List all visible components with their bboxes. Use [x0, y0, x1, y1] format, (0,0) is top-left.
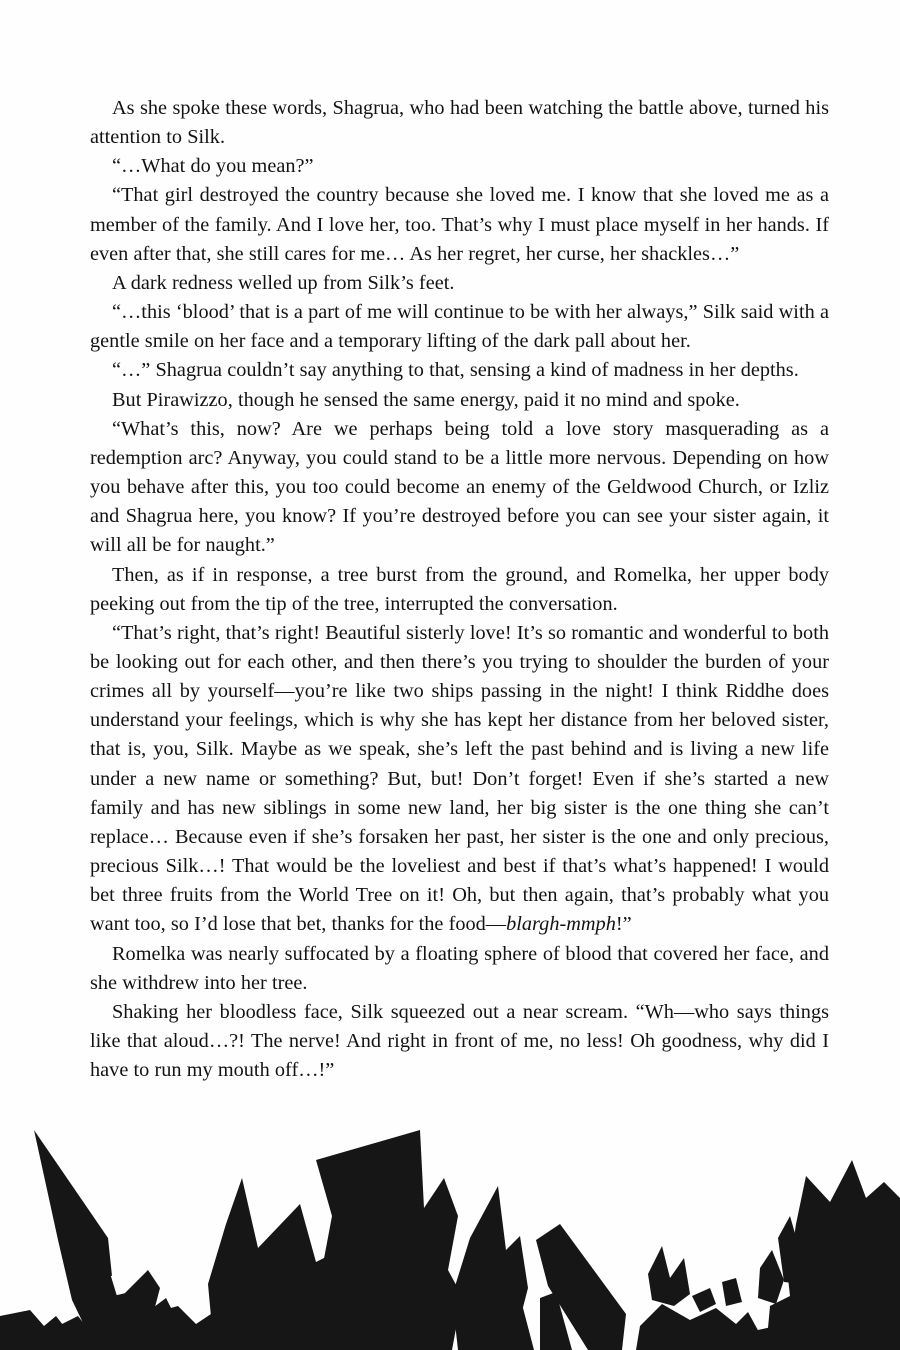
paragraph-10	[90, 619, 829, 940]
paragraph-7: But Pirawizzo, though he sensed the same energy, paid it no mind and spoke.	[112, 388, 740, 411]
paragraph-3: “That girl destroyed the country because she loved me. I know that she loved me as a member of the family. And I love her, too. That’s why I must place myself in her hands. If even after that, she still cares for me… As her regret, her curse, her shackles…”	[90, 184, 829, 265]
paragraph-10-text: “That’s right, that’s right! Beautiful sisterly love! It’s so romantic and wonderful to both be looking out for each other, and then there’s you trying to shoulder the burden of your crimes all by yourself—you’re like two ships passing in the night! I think Riddhe does understand your feelings, which is why she has kept her distance from her beloved sister, that is, you, Silk. Maybe as we speak, she’s left the past behind and is living a new life under a new name or something? But, but! Don’t forget! Even if she’s started a new family and has new siblings in some new land, her big sister is the one thing she can’t replace… Because even if she’s forsaken her past, her sister is the one and only precious, precious Silk…! That would be the loveliest and best if that’s what’s happened! I would bet three fruits from the World Tree on it! Oh, but then again, that’s probably what you want too, so I’d lose that bet, thanks for the food—	[90, 621, 829, 936]
paragraph-11: Romelka was nearly suffocated by a floating sphere of blood that covered her face, and she withdrew into her tree.	[90, 942, 829, 994]
paragraph-10-text-after: !”	[615, 913, 632, 936]
bottom-illustration	[0, 1120, 900, 1350]
paragraph-4: A dark redness welled up from Silk’s feet.	[112, 271, 455, 294]
paragraph-8: “What’s this, now? Are we perhaps being told a love story masquerading as a redemption arc? Anyway, you could stand to be a little more nervous. Depending on how you behave after this, you too could become an enemy of the Geldwood Church, or Izliz and Shagrua here, you know? If you’re destroyed before you can see your sister again, it will all be for naught.”	[90, 417, 829, 557]
paragraph-6: “…” Shagrua couldn’t say anything to that, sensing a kind of madness in her depths.	[112, 359, 799, 382]
paragraph-5: “…this ‘blood’ that is a part of me will continue to be with her always,” Silk said with a gentle smile on her face and a temporary lifting of the dark pall about her.	[90, 301, 829, 353]
paragraph-10-italic: blargh-mmph	[506, 913, 616, 936]
body-text-column	[90, 94, 829, 1085]
paragraph-9: Then, as if in response, a tree burst from the ground, and Romelka, her upper body peeking out from the tip of the tree, interrupted the conversation.	[90, 563, 829, 615]
paragraph-12: Shaking her bloodless face, Silk squeezed out a near scream. “Wh—who says things like that aloud…?! The nerve! And right in front of me, no less! Oh goodness, why did I have to run my mouth off…!”	[90, 1000, 829, 1082]
paragraph-1: As she spoke these words, Shagrua, who had been watching the battle above, turned his attention to Silk.	[90, 97, 829, 149]
paragraph-2: “…What do you mean?”	[112, 155, 314, 178]
